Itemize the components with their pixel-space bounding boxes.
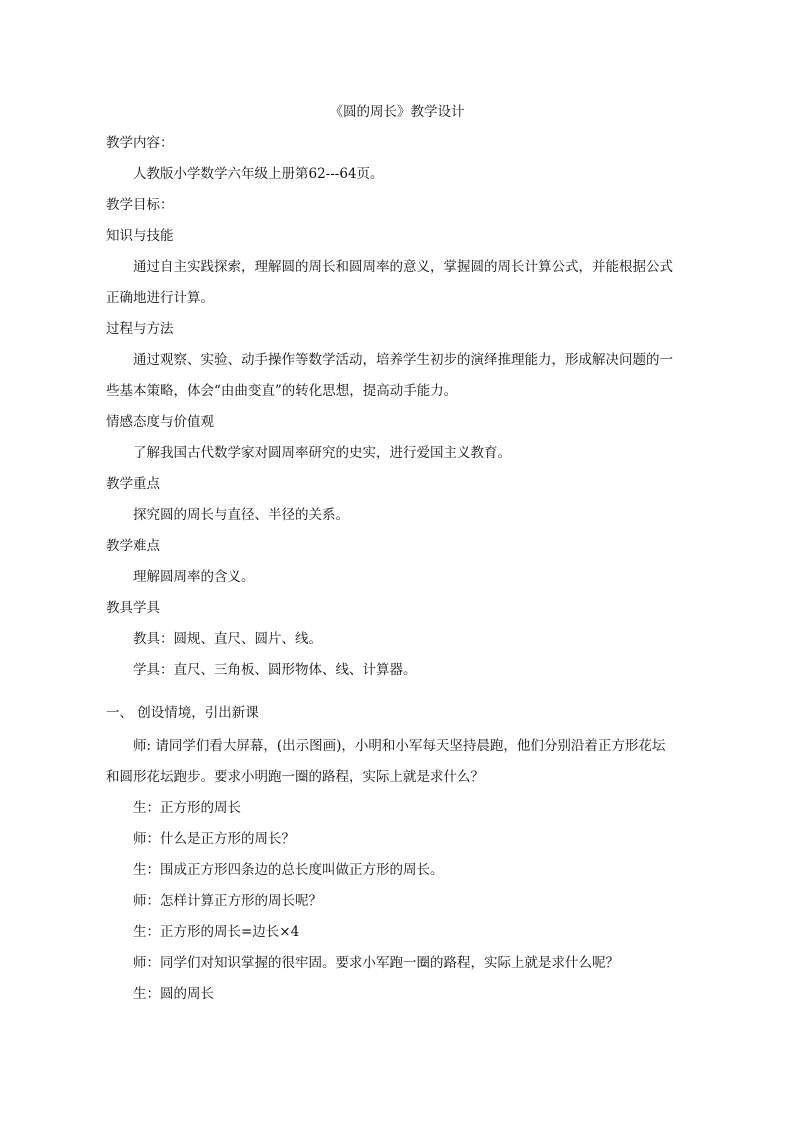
- dialogue-line: 师：怎样计算正方形的周长呢？: [133, 893, 322, 909]
- dialogue-line: 生：正方形的周长: [133, 800, 241, 816]
- emotion-heading: 情感态度与价值观: [106, 414, 214, 430]
- content-heading: 教学内容：: [106, 135, 174, 151]
- dialogue-line: 生：围成正方形四条边的总长度叫做正方形的周长。: [133, 862, 444, 878]
- document-title: 《圆的周长》教学设计: [329, 104, 465, 120]
- process-heading: 过程与方法: [106, 321, 174, 337]
- knowledge-heading: 知识与技能: [106, 228, 174, 244]
- dialogue-line: 和圆形花坛跑步。要求小明跑一圈的路程，实际上就是求什么？: [106, 769, 484, 785]
- process-text-line-2: 些基本策略，体会“由曲变直”的转化思想，提高动手能力。: [106, 383, 458, 399]
- dialogue-line: 生：圆的周长: [133, 986, 214, 1002]
- tools-heading: 教具学具: [106, 600, 160, 616]
- knowledge-text-line-2: 正确地进行计算。: [106, 290, 214, 306]
- section-1-heading: 一、 创设情境，引出新课: [106, 705, 259, 721]
- dialogue-line: 师: 请同学们看大屏幕，(出示图画)，小明和小军每天坚持晨跑，他们分别沿着正方形花坛: [133, 738, 666, 754]
- student-tools: 学具：直尺、三角板、圆形物体、线、计算器。: [133, 662, 417, 678]
- difficulty-heading: 教学难点: [106, 538, 160, 554]
- key-point-text: 探究圆的周长与直径、半径的关系。: [133, 507, 349, 523]
- difficulty-text: 理解圆周率的含义。: [133, 569, 255, 585]
- knowledge-text-line-1: 通过自主实践探索，理解圆的周长和圆周率的意义，掌握圆的周长计算公式，并能根据公式: [133, 259, 673, 275]
- key-point-heading: 教学重点: [106, 476, 160, 492]
- dialogue-line: 师：同学们对知识掌握的很牢固。要求小军跑一圈的路程，实际上就是求什么呢？: [133, 955, 619, 971]
- content-text: 人教版小学数学六年级上册第62---64页。: [133, 166, 384, 182]
- teacher-tools: 教具：圆规、直尺、圆片、线。: [133, 631, 322, 647]
- process-text-line-1: 通过观察、实验、动手操作等数学活动，培养学生初步的演绎推理能力，形成解决问题的一: [133, 352, 673, 368]
- goals-heading: 教学目标：: [106, 197, 174, 213]
- dialogue-line: 生：正方形的周长=边长×4: [133, 924, 300, 940]
- dialogue-line: 师：什么是正方形的周长？: [133, 831, 295, 847]
- emotion-text: 了解我国古代数学家对圆周率研究的史实，进行爱国主义教育。: [133, 445, 511, 461]
